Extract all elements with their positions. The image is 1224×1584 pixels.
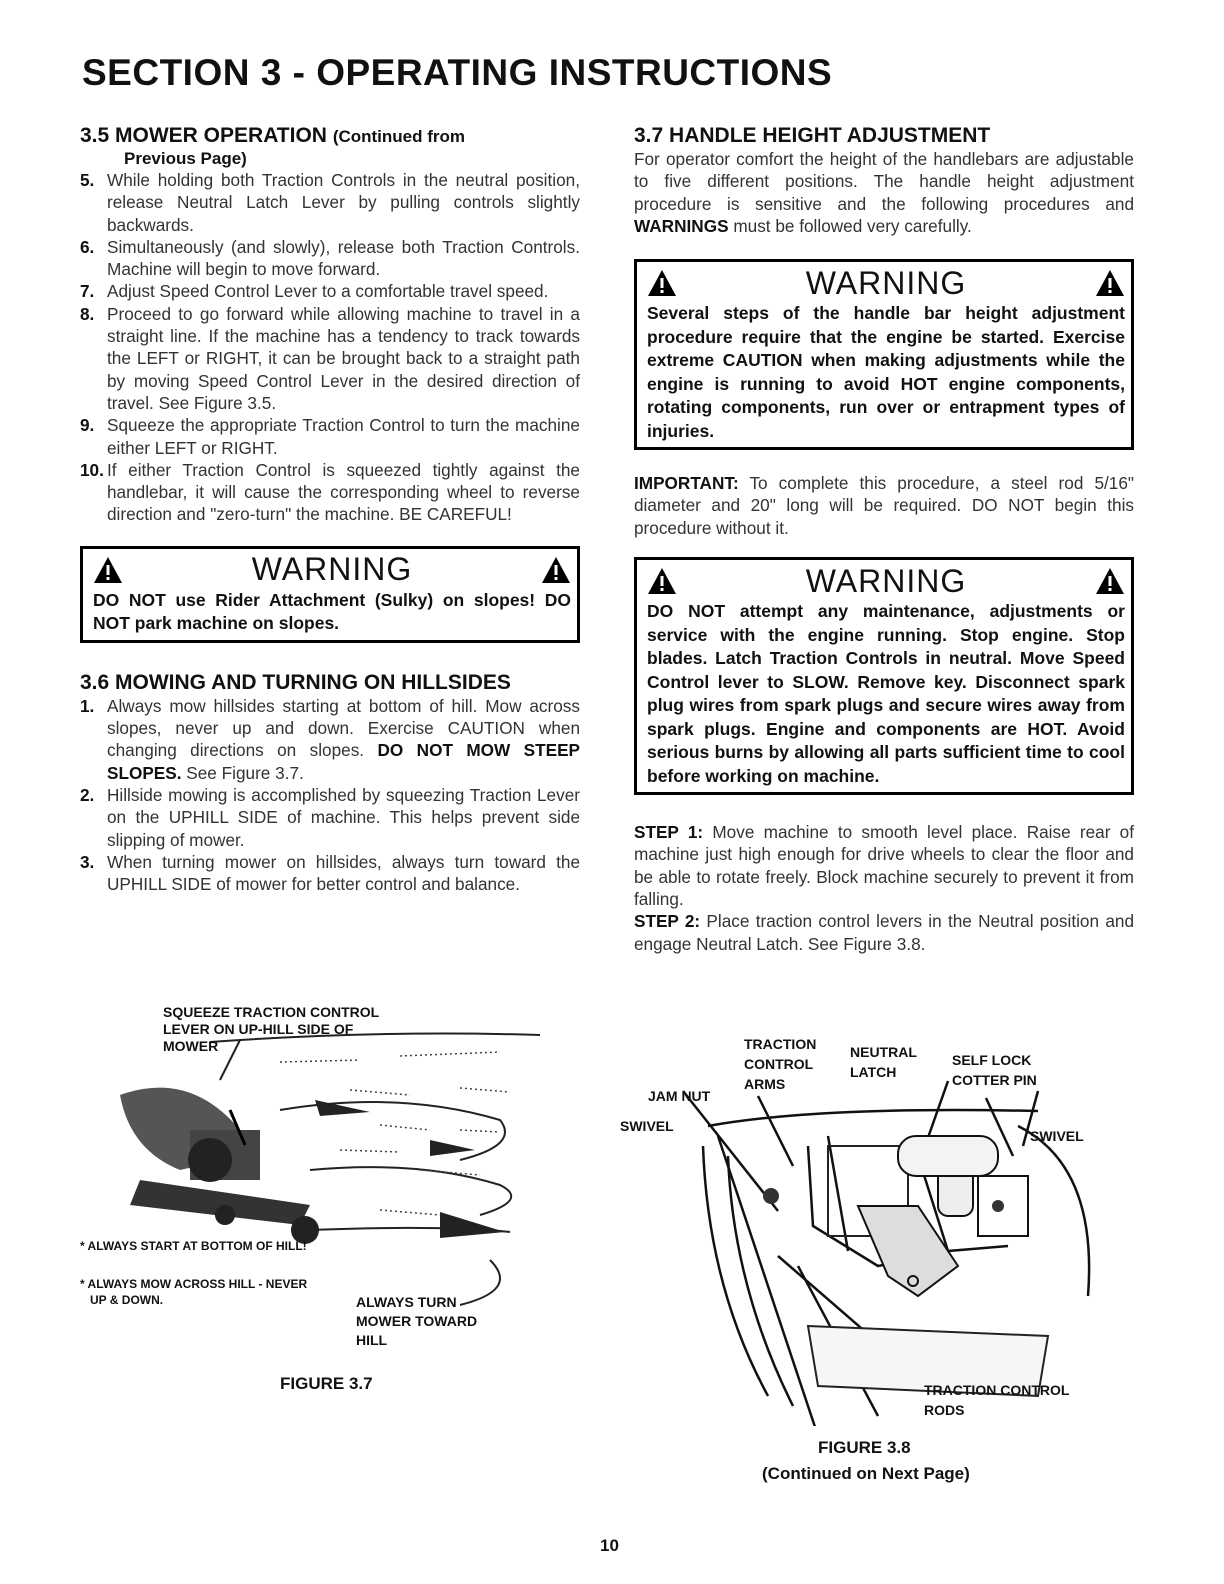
fig38-label: SELF LOCK [952,1052,1032,1068]
fig37-label: SQUEEZE TRACTION CONTROL [163,1004,380,1020]
step-1 [634,821,1134,910]
page-number: 10 [600,1536,619,1555]
section-3-5-heading [80,124,580,149]
fig37-note: UP & DOWN. [90,1293,164,1307]
step-text: If either Traction Control is squeezed tightly against the handlebar, it will cause the corresponding wheel to reverse direction and "zero-turn" the machine. BE CAREFUL! [107,459,580,525]
step-text: While holding both Traction Controls in the neutral position, release Neutral Latch Lever by pulling controls slightly backwards. [107,170,580,235]
warning-triangle-icon [647,269,677,297]
paragraph-text: must be followed very carefully. [733,215,972,236]
fig37-label: ALWAYS TURN [356,1294,457,1310]
fig38-label: TRACTION CONTROL [924,1382,1070,1398]
warning-box-maintenance [634,557,1134,795]
step-text: Proceed to go forward while allowing machine to travel in a straight line. If the machine has a tendency to track towards the LEFT or RIGHT, it can be brought back to a straight path by moving Speed Control Lever in the desired direction of travel. See Figure 3.5. [107,303,580,413]
page-title: SECTION 3 - OPERATING INSTRUCTIONS [82,52,833,93]
warning-triangle-icon [93,556,123,584]
fig37-label: MOWER [163,1038,219,1054]
fig38-label: COTTER PIN [952,1072,1037,1088]
fig38-label: LATCH [850,1064,897,1080]
warning-triangle-icon [1095,567,1125,595]
step-number: 9. [80,415,95,436]
warning-text: Several steps of the handle bar height adjustment procedure require that the engine be started. Exercise extreme CAUTION when making adjustments while the engine is running to avoid HOT engine components, rotating components, run over or entrapment types of injuries. [647,303,1125,441]
step-2 [634,910,1134,955]
section-3-7-heading: 3.7 HANDLE HEIGHT ADJUSTMENT [634,124,991,147]
warning-box-engine-started [634,259,1134,450]
step-number: 2. [80,784,95,805]
step-number: 5. [80,170,95,190]
step-text: Place traction control levers in the Neutral position and engage Neutral Latch. See Figure 3.8. [634,911,1134,954]
handle-height-intro [634,148,1134,237]
fig38-label: TRACTION [744,1036,817,1052]
paragraph-text: For operator comfort the height of the handlebars are adjustable to five different positions. The handle height adjustment procedure is sensitive and the following procedures and [634,149,1134,214]
warning-triangle-icon [1095,269,1125,297]
warning-box-sulky [80,546,580,643]
warning-title: WARNING [805,562,967,599]
step-number: 8. [80,303,95,324]
fig37-label: LEVER ON UP-HILL SIDE OF [163,1021,354,1037]
figure-3-8 [618,1036,1138,1486]
important-note [634,472,1134,539]
step-number: 3. [80,851,95,872]
warning-text: DO NOT use Rider Attachment (Sulky) on slopes! DO NOT park machine on slopes. [93,589,571,634]
fig38-label: SWIVEL [620,1118,674,1134]
list-item [80,280,580,302]
fig38-label: NEUTRAL [850,1044,917,1060]
figure-3-7 [80,1000,580,1400]
list-item [80,236,580,281]
fig37-label: HILL [356,1332,388,1348]
warning-triangle-icon [647,567,677,595]
step-number: 7. [80,281,95,302]
continued-note: (Continued on Next Page) [762,1464,970,1483]
list-item [80,169,580,236]
zero-turn-mower-icon [120,1088,319,1244]
fig38-label: ARMS [744,1076,786,1092]
step-label: STEP 1: [634,822,704,843]
important-text: To complete this procedure, a steel rod 5/16" diameter and 20" long will be required. DO NOT begin this procedure without it. [634,473,1134,538]
fig37-label: MOWER TOWARD [356,1313,478,1329]
heading-continued-2: Previous Page) [124,149,247,168]
figure-caption: FIGURE 3.8 [818,1438,911,1457]
step-text: Simultaneously (and slowly), release both Traction Controls. Machine will begin to move forward. [107,236,580,280]
step-text: Always mow hillsides starting at bottom of hill. Mow across slopes, never up and down. Exercise CAUTION when changing directions on slopes. [107,695,580,761]
warning-text: DO NOT attempt any maintenance, adjustments or service with the engine running. Stop engine. Stop blades. Latch Traction Controls in neutral. Move Speed Control lever to SLOW. Remove key. Disconnect spark plug wires from spark plugs and secure wires away from spark plugs. Engine and components are HOT. Avoid serious burns by allowing all parts sufficient time to cool before working on machine. [647,601,1125,786]
list-item [80,851,580,896]
list-item [80,784,580,851]
fig37-note: * ALWAYS MOW ACROSS HILL - NEVER [80,1277,308,1291]
step-text: See Figure 3.7. [186,762,304,783]
important-label: IMPORTANT: [634,473,739,494]
step-label: STEP 2: [634,911,701,932]
step-text: Adjust Speed Control Lever to a comfortable travel speed. [107,281,549,302]
step-emphasis: DO NOT MOW STEEP SLOPES. [107,740,581,783]
warning-title: WARNING [805,264,967,301]
right-column [634,124,1134,955]
list-item [80,414,580,459]
step-text: Hillside mowing is accomplished by squeezing Traction Lever on the UPHILL SIDE of machine. This helps prevent side slipping of mower. [107,784,580,850]
mower-operation-steps [80,169,580,526]
step-number: 1. [80,695,95,716]
fig38-label: JAM NUT [648,1088,711,1104]
step-number: 10. [80,459,104,480]
left-column [80,124,580,895]
warning-triangle-icon [541,556,571,584]
paragraph-emphasis: WARNINGS [634,215,729,236]
step-text: When turning mower on hillsides, always turn toward the UPHILL SIDE of mower for better control and balance. [107,851,580,895]
fig38-label: RODS [924,1402,965,1418]
list-item [80,695,580,784]
fig38-label: SWIVEL [1030,1128,1084,1144]
step-number: 6. [80,236,95,257]
hillside-steps [80,695,580,896]
heading-text: 3.5 MOWER OPERATION [80,124,327,147]
section-3-6-heading: 3.6 MOWING AND TURNING ON HILLSIDES [80,670,511,694]
warning-title: WARNING [251,551,413,588]
fig38-label: CONTROL [744,1056,814,1072]
figure-caption: FIGURE 3.7 [280,1374,373,1393]
heading-continued: (Continued from [332,127,466,146]
list-item [80,459,580,526]
list-item [80,303,580,414]
step-text: Move machine to smooth level place. Raise rear of machine just high enough for drive wheels to clear the floor and be able to rotate freely. Block machine securely to prevent it from falling. [634,822,1135,909]
fig37-note: * ALWAYS START AT BOTTOM OF HILL! [80,1239,307,1253]
step-text: Squeeze the appropriate Traction Control to turn the machine either LEFT or RIGHT. [107,415,580,458]
